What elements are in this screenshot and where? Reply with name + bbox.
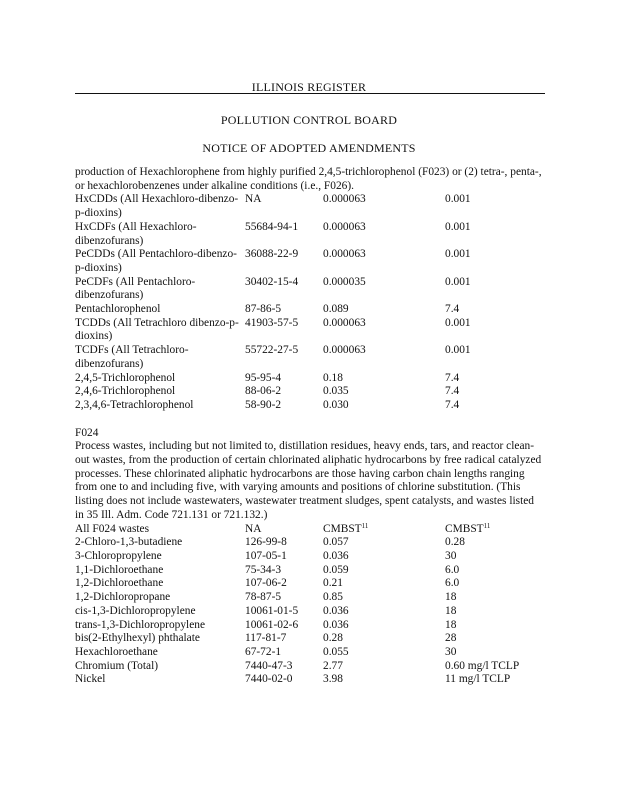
nonwastewater-standard: 30 bbox=[445, 549, 457, 562]
table-row bbox=[75, 577, 545, 591]
wastewater-standard: 0.000035 bbox=[323, 275, 366, 288]
wastewater-standard: 0.036 bbox=[323, 618, 349, 631]
cas-number: 107-06-2 bbox=[245, 577, 287, 590]
wastewater-standard: 3.98 bbox=[323, 673, 343, 686]
header-rule bbox=[75, 93, 545, 94]
table-row bbox=[75, 564, 545, 578]
table-row bbox=[75, 276, 545, 303]
table-row bbox=[75, 303, 545, 317]
nonwastewater-standard: 7.4 bbox=[445, 371, 460, 384]
constituent-name: HxCDDs (All Hexachloro-dibenzo-p-dioxins) bbox=[75, 193, 239, 220]
constituent-name: TCDFs (All Tetrachloro-dibenzofurans) bbox=[75, 344, 189, 370]
wastewater-standard: 0.000063 bbox=[323, 220, 366, 233]
cas-number: 88-06-2 bbox=[245, 385, 282, 398]
table-row bbox=[75, 317, 545, 344]
f024-header-ww-text: CMBST bbox=[323, 522, 362, 535]
nonwastewater-standard: 0.001 bbox=[445, 193, 471, 206]
nonwastewater-standard: 0.001 bbox=[445, 316, 471, 329]
cas-number: 7440-02-0 bbox=[245, 673, 293, 686]
f024-header-nww-text: CMBST bbox=[445, 522, 484, 535]
constituent-name: 2,3,4,6-Tetrachlorophenol bbox=[75, 398, 194, 411]
constituent-name: 2,4,5-Trichlorophenol bbox=[75, 371, 176, 384]
cas-number: 55722-27-5 bbox=[245, 344, 299, 357]
constituent-name: 2-Chloro-1,3-butadiene bbox=[75, 536, 183, 549]
wastewater-standard: 0.000063 bbox=[323, 344, 366, 357]
constituent-name: cis-1,3-Dichloropropylene bbox=[75, 604, 196, 617]
nonwastewater-standard: 7.4 bbox=[445, 303, 460, 316]
table-f023-constituents bbox=[75, 193, 545, 412]
cas-number: 41903-57-5 bbox=[245, 316, 299, 329]
nonwastewater-standard: 0.28 bbox=[445, 536, 465, 549]
cas-number: 10061-01-5 bbox=[245, 604, 299, 617]
constituent-name: Hexachloroethane bbox=[75, 645, 158, 658]
table-row bbox=[75, 591, 545, 605]
table-row bbox=[75, 673, 545, 687]
wastewater-standard: 0.059 bbox=[323, 563, 349, 576]
cas-number: 10061-02-6 bbox=[245, 618, 299, 631]
cas-number: 78-87-5 bbox=[245, 591, 282, 604]
cas-number: 126-99-8 bbox=[245, 536, 287, 549]
wastewater-standard: 0.18 bbox=[323, 371, 343, 384]
wastewater-standard: 0.057 bbox=[323, 536, 349, 549]
constituent-name: PeCDDs (All Pentachloro-dibenzo-p-dioxins) bbox=[75, 248, 237, 274]
table-row bbox=[75, 193, 545, 220]
wastewater-standard: 0.035 bbox=[323, 385, 349, 398]
constituent-name: bis(2-Ethylhexyl) phthalate bbox=[75, 632, 200, 645]
cas-number: 55684-94-1 bbox=[245, 220, 299, 233]
wastewater-standard: 0.85 bbox=[323, 591, 343, 604]
constituent-name: 3-Chloropropylene bbox=[75, 549, 162, 562]
table-row bbox=[75, 221, 545, 248]
nonwastewater-standard: 7.4 bbox=[445, 398, 460, 411]
constituent-name: TCDDs (All Tetrachloro dibenzo-p-dioxins) bbox=[75, 316, 239, 343]
f024-header-name: All F024 wastes bbox=[75, 522, 150, 535]
wastewater-standard: 0.030 bbox=[323, 398, 349, 411]
nonwastewater-standard: 0.60 mg/l TCLP bbox=[445, 659, 520, 672]
constituent-name: 1,2-Dichloropropane bbox=[75, 591, 171, 604]
nonwastewater-standard: 30 bbox=[445, 645, 457, 658]
wastewater-standard: 0.000063 bbox=[323, 193, 366, 206]
f024-header-nww-footnote: 11 bbox=[483, 521, 491, 530]
nonwastewater-standard: 28 bbox=[445, 632, 457, 645]
nonwastewater-standard: 0.001 bbox=[445, 248, 471, 261]
table-row bbox=[75, 605, 545, 619]
table-row bbox=[75, 399, 545, 413]
constituent-name: 1,1-Dichloroethane bbox=[75, 563, 164, 576]
wastewater-standard: 0.000063 bbox=[323, 248, 366, 261]
table-row bbox=[75, 646, 545, 660]
section-gap bbox=[75, 413, 545, 427]
nonwastewater-standard: 0.001 bbox=[445, 220, 471, 233]
register-title: ILLINOIS REGISTER bbox=[251, 80, 367, 94]
constituent-name: Chromium (Total) bbox=[75, 659, 159, 672]
table-row bbox=[75, 660, 545, 674]
wastewater-standard: 0.21 bbox=[323, 577, 343, 590]
nonwastewater-standard: 0.001 bbox=[445, 275, 471, 288]
f024-header-nww bbox=[445, 523, 545, 537]
wastewater-standard: 0.036 bbox=[323, 549, 349, 562]
table-row bbox=[75, 536, 545, 550]
cas-number: 36088-22-9 bbox=[245, 248, 299, 261]
wastewater-standard: 0.055 bbox=[323, 645, 349, 658]
wastewater-standard: 0.000063 bbox=[323, 316, 366, 329]
wastewater-standard: 0.089 bbox=[323, 303, 349, 316]
constituent-name: trans-1,3-Dichloropropylene bbox=[75, 618, 206, 631]
cas-number: 117-81-7 bbox=[245, 632, 287, 645]
nonwastewater-standard: 18 bbox=[445, 618, 457, 631]
f024-header-cas: NA bbox=[245, 522, 262, 535]
nonwastewater-standard: 6.0 bbox=[445, 563, 460, 576]
cas-number: 107-05-1 bbox=[245, 549, 287, 562]
f024-code: F024 bbox=[75, 426, 99, 439]
table-f024-constituents bbox=[75, 536, 545, 687]
board-title: POLLUTION CONTROL BOARD bbox=[220, 113, 398, 127]
constituent-name: HxCDFs (All Hexachloro-dibenzofurans) bbox=[75, 220, 197, 247]
nonwastewater-standard: 7.4 bbox=[445, 385, 460, 398]
cas-number: NA bbox=[245, 193, 262, 206]
cas-number: 75-34-3 bbox=[245, 563, 282, 576]
notice-title: NOTICE OF ADOPTED AMENDMENTS bbox=[202, 141, 416, 155]
nonwastewater-standard: 18 bbox=[445, 591, 457, 604]
f024-header-ww-footnote: 11 bbox=[361, 521, 369, 530]
table-row bbox=[75, 632, 545, 646]
constituent-name: Nickel bbox=[75, 673, 106, 686]
cas-number: 58-90-2 bbox=[245, 398, 282, 411]
cas-number: 30402-15-4 bbox=[245, 275, 299, 288]
nonwastewater-standard: 0.001 bbox=[445, 344, 471, 357]
table-row bbox=[75, 619, 545, 633]
table-row bbox=[75, 372, 545, 386]
constituent-name: PeCDFs (All Pentachloro-dibenzofurans) bbox=[75, 275, 196, 302]
intro-paragraph: production of Hexachlorophene from highly purified 2,4,5-trichlorophenol (F023) or (2) tetra-, penta-, or hexachlorobenzenes under alkaline conditions (i.e., F026). bbox=[75, 166, 542, 192]
table-row bbox=[75, 385, 545, 399]
nonwastewater-standard: 6.0 bbox=[445, 577, 460, 590]
wastewater-standard: 0.036 bbox=[323, 604, 349, 617]
wastewater-standard: 2.77 bbox=[323, 659, 343, 672]
table-row bbox=[75, 344, 545, 371]
cas-number: 87-86-5 bbox=[245, 303, 282, 316]
constituent-name: 2,4,6-Trichlorophenol bbox=[75, 385, 176, 398]
f024-description: Process wastes, including but not limited to, distillation residues, heavy ends, tars, and reactor clean-out wastes, from the production of certain chlorinated aliphatic hydrocarbons by free radical catalyzed processes. These chlorinated aliphatic hydrocarbons are those having carbon chain lengths ranging from one to and including five, with varying amounts and positions of chlorine substitution. (This listing does not include wastewaters, wastewater treatment sludges, spent catalysts, and wastes listed in 35 Ill. Adm. Code 721.131 or 721.132.) bbox=[75, 440, 542, 521]
nonwastewater-standard: 11 mg/l TCLP bbox=[445, 673, 511, 686]
cas-number: 7440-47-3 bbox=[245, 659, 293, 672]
f024-header-row bbox=[75, 523, 545, 537]
nonwastewater-standard: 18 bbox=[445, 604, 457, 617]
table-row bbox=[75, 550, 545, 564]
f024-header-ww bbox=[323, 523, 445, 537]
cas-number: 67-72-1 bbox=[245, 645, 282, 658]
constituent-name: 1,2-Dichloroethane bbox=[75, 577, 164, 590]
table-row bbox=[75, 248, 545, 275]
cas-number: 95-95-4 bbox=[245, 371, 282, 384]
wastewater-standard: 0.28 bbox=[323, 632, 343, 645]
document-body bbox=[75, 166, 545, 687]
constituent-name: Pentachlorophenol bbox=[75, 303, 161, 316]
